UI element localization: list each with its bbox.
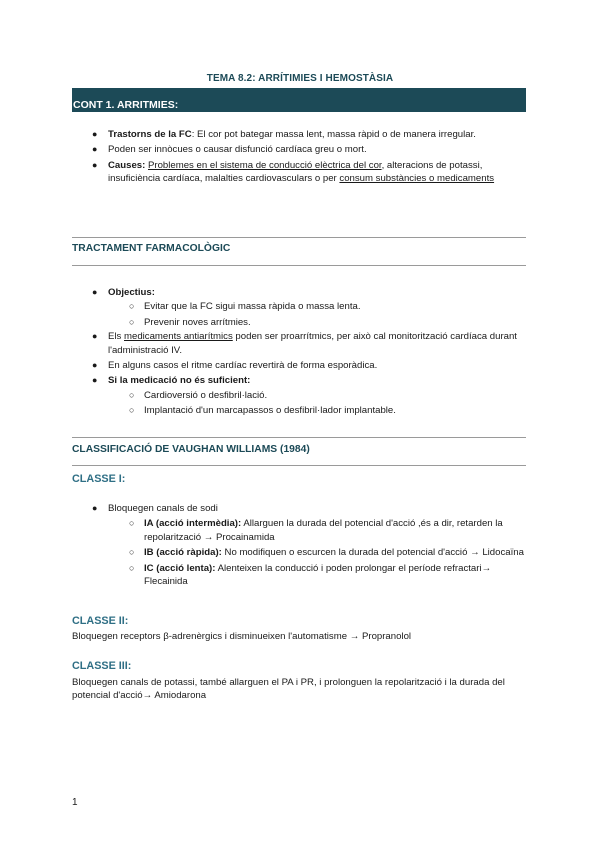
- bullet-icon: ●: [92, 360, 98, 371]
- bold-term: Causes:: [108, 159, 146, 171]
- classe-ii-heading: CLASSE II:: [72, 615, 129, 627]
- section-bar-label: CONT 1. ARRITMIES:: [73, 99, 179, 111]
- underlined-text: medicaments antiarítmics: [124, 331, 233, 343]
- sub-list-item: [129, 404, 564, 417]
- page-number: 1: [72, 797, 78, 808]
- divider: [72, 237, 526, 238]
- classe-iii-text: Bloquegen canals de potassi, també allarguen el PA i PR, i prolonguen la repolarització i la durada del potencial d'acció→ Amiodarona: [72, 677, 505, 702]
- section-bar: [72, 98, 526, 112]
- sub-list: [129, 389, 564, 418]
- bullet-icon: ●: [92, 144, 98, 155]
- tractament-bullet-list: [92, 286, 528, 417]
- sub-list-item: [129, 389, 564, 402]
- sub-item-text: Cardioversió o desfibril·lació.: [144, 389, 268, 401]
- underlined-text: Problemes en el sistema de conducció elèctrica del cor: [148, 159, 382, 171]
- sub-list-item: [129, 546, 524, 559]
- sub-list-item: [129, 562, 524, 589]
- list-item-text: Bloquegen canals de sodi: [108, 503, 218, 514]
- sub-item-text: No modifiquen o escurcen la durada del potencial d'acció → Lidocaïna: [221, 547, 524, 559]
- list-item-text: : El cor pot bategar massa lent, massa ràpid o de manera irregular.: [191, 129, 476, 140]
- circle-bullet-icon: ○: [129, 562, 135, 573]
- classe-iii-heading: CLASSE III:: [72, 660, 132, 672]
- sub-list-item: [129, 517, 524, 544]
- list-item-text: Poden ser innòcues o causar disfunció cardíaca greu o mort.: [108, 144, 367, 156]
- section-heading-tractament: TRACTAMENT FARMACOLÒGIC: [72, 243, 231, 254]
- bullet-icon: ●: [92, 375, 98, 386]
- bullet-icon: ●: [92, 129, 98, 139]
- bold-term: Trastorns de la FC: [108, 129, 192, 140]
- circle-bullet-icon: ○: [129, 547, 135, 558]
- sub-item-text: Alenteixen la conducció i poden prolongar el període refractari→ Flecainida: [144, 562, 492, 588]
- sub-item-text: Evitar que la FC sigui massa ràpida o massa lenta.: [144, 301, 361, 313]
- sub-list: [129, 517, 524, 588]
- sub-list-item: [129, 316, 564, 329]
- bullet-icon: ●: [92, 503, 98, 513]
- classe-i-bullet-list: [92, 502, 528, 588]
- section-heading-classificacio: CLASSIFICACIÓ DE VAUGHAN WILLIAMS (1984): [72, 444, 310, 455]
- list-item: [92, 330, 528, 357]
- classe-i-heading: CLASSE I:: [72, 473, 126, 485]
- bold-term: Si la medicació no és suficient:: [108, 375, 251, 387]
- list-item: [92, 286, 528, 328]
- divider: [72, 465, 526, 466]
- circle-bullet-icon: ○: [129, 316, 135, 327]
- list-item: [92, 143, 528, 156]
- circle-bullet-icon: ○: [129, 518, 135, 529]
- sub-item-text: Prevenir noves arrítmies.: [144, 316, 251, 328]
- list-item: [92, 374, 528, 417]
- divider: [72, 437, 526, 438]
- classe-ii-text: Bloquegen receptors β-adrenèrgics i disminueixen l'automatisme → Propranolol: [72, 631, 412, 642]
- bold-term: IB (acció ràpida):: [144, 547, 222, 559]
- circle-bullet-icon: ○: [129, 389, 135, 400]
- list-item-text: poden ser proarrítmics, per això cal monitorització cardíaca durant l'administració IV.: [108, 331, 517, 356]
- circle-bullet-icon: ○: [129, 301, 135, 312]
- intro-bullet-list: [92, 128, 528, 186]
- underlined-text: consum substàncies o medicaments: [339, 173, 495, 185]
- list-item: [92, 502, 528, 588]
- list-item: [92, 128, 528, 141]
- sub-item-text: Allarguen la durada del potencial d'acció ,és a dir, retarden la repolarització → Procainamida: [144, 518, 503, 543]
- title-bar-decoration: [72, 88, 526, 98]
- circle-bullet-icon: ○: [129, 405, 135, 416]
- bold-term: IA (acció intermèdia):: [144, 518, 242, 530]
- list-item-text: Els: [108, 331, 124, 343]
- bullet-icon: ●: [92, 287, 98, 297]
- bold-term: Objectius:: [108, 287, 155, 298]
- divider: [72, 265, 526, 266]
- list-item-text: En alguns casos el ritme cardíac revertirà de forma esporàdica.: [108, 360, 378, 372]
- sub-item-text: Implantació d'un marcapassos o desfibril·lador implantable.: [144, 405, 396, 417]
- bullet-icon: ●: [92, 159, 98, 170]
- bullet-icon: ●: [92, 331, 98, 342]
- sub-list: [129, 300, 564, 329]
- list-item: [92, 359, 528, 372]
- sub-list-item: [129, 300, 564, 313]
- list-item: [92, 159, 528, 186]
- bold-term: IC (acció lenta):: [144, 562, 216, 574]
- document-title: TEMA 8.2: ARRÍTIMIES I HEMOSTÀSIA: [206, 73, 394, 84]
- list-item-text: , alteracions de potassi, insuficiència cardíaca, malalties cardiovasculars o per: [108, 159, 483, 185]
